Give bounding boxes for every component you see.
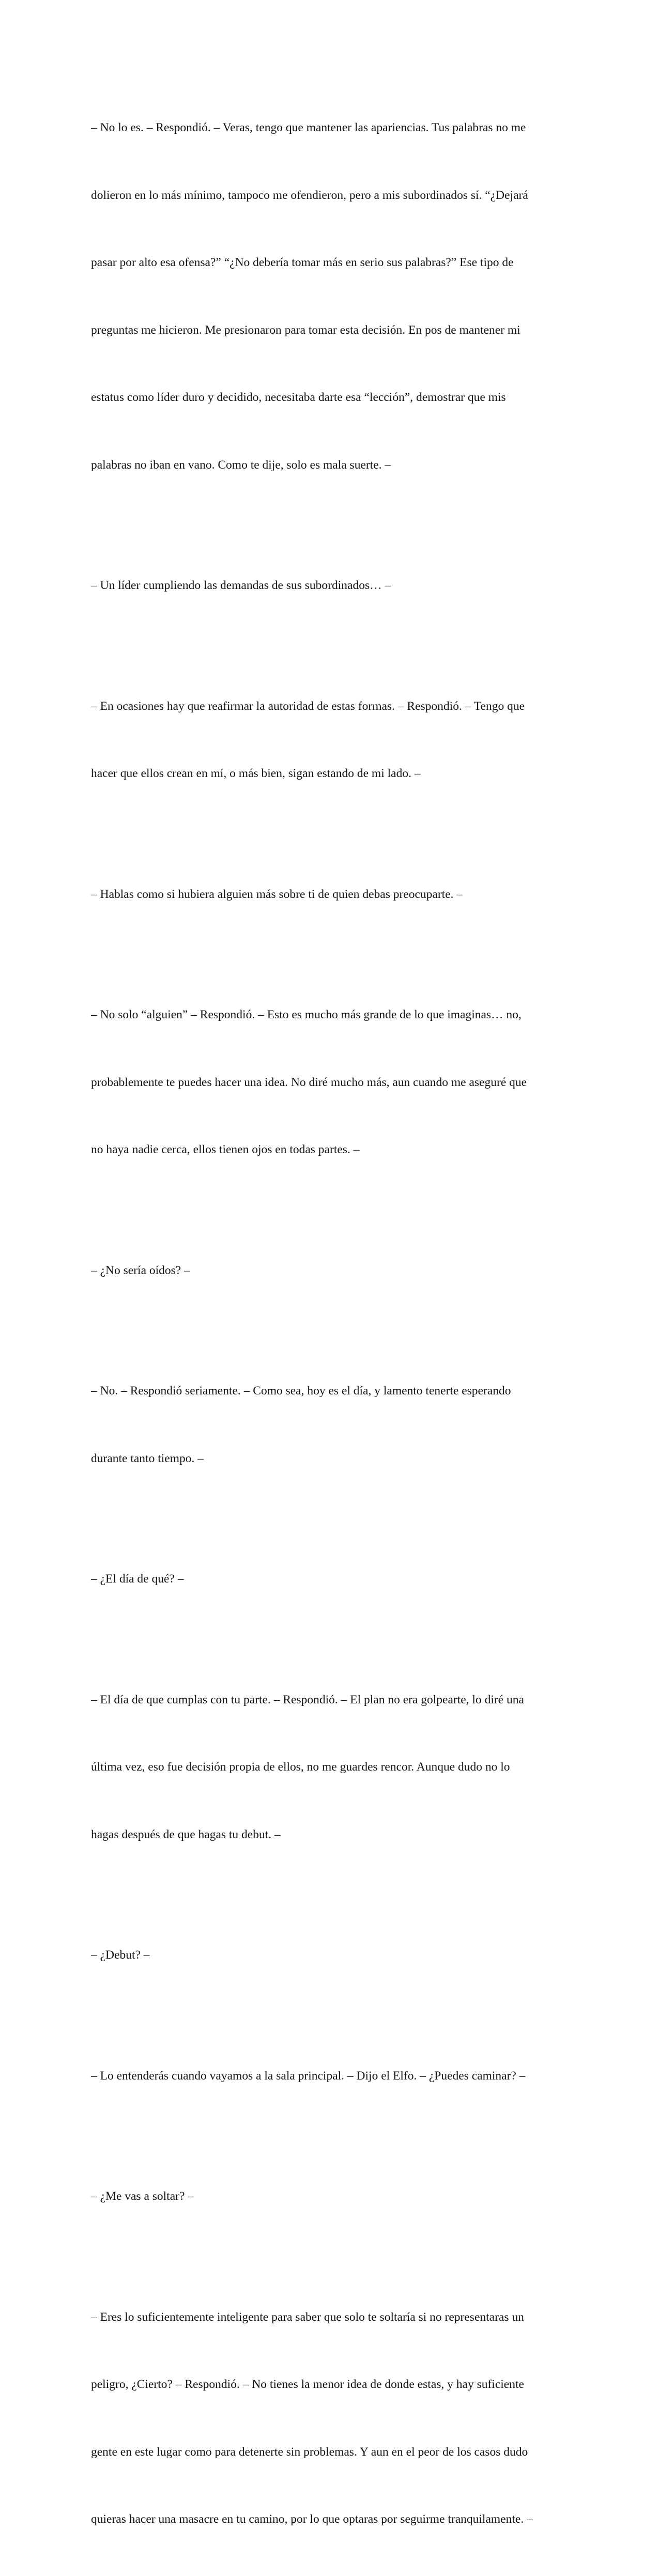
text-line: palabras no iban en vano. Como te dije, solo es mala suerte. –	[91, 458, 391, 472]
text-line: hacer que ellos crean en mí, o más bien, sigan estando de mi lado. –	[91, 767, 421, 780]
text-line: – Eres lo suficientemente inteligente para saber que solo te soltaría si no representaras un	[91, 2310, 524, 2324]
text-line: dolieron en lo más mínimo, tampoco me ofendieron, pero a mis subordinados sí. “¿Dejará	[91, 188, 528, 202]
paragraph	[91, 1215, 566, 1327]
text-line: última vez, eso fue decisión propia de ellos, no me guardes rencor. Aunque dudo no lo	[91, 1760, 510, 1774]
paragraph	[91, 2140, 566, 2253]
paragraph	[91, 1899, 566, 2012]
text-line: probablemente te puedes hacer una idea. No diré mucho más, aun cuando me aseguré que	[91, 1075, 527, 1089]
text-line: – Hablas como si hubiera alguien más sobre ti de quien debas preocuparte. –	[91, 887, 463, 901]
text-line: pasar por alto esa ofensa?” “¿No debería tomar más en serio sus palabras?” Ese tipo de	[91, 256, 514, 269]
text-line: – Lo entenderás cuando vayamos a la sala principal. – Dijo el Elfo. – ¿Puedes caminar? –	[91, 2069, 526, 2083]
paragraph	[91, 1523, 566, 1636]
document-page	[91, 72, 566, 2576]
text-line: – ¿No sería oídos? –	[91, 1263, 190, 1277]
paragraph	[91, 2261, 566, 2576]
text-line: – No lo es. – Respondió. – Veras, tengo que mantener las apariencias. Tus palabras no me	[91, 121, 526, 134]
text-line: peligro, ¿Cierto? – Respondió. – No tienes la menor idea de donde estas, y hay suficiente	[91, 2378, 524, 2391]
text-line: – ¿Me vas a soltar? –	[91, 2190, 194, 2203]
text-line: no haya nadie cerca, ellos tienen ojos en todas partes. –	[91, 1143, 360, 1156]
text-line: estatus como líder duro y decidido, necesitaba darte esa “lección”, demostrar que mis	[91, 391, 506, 404]
text-line: – ¿El día de qué? –	[91, 1572, 184, 1586]
paragraph	[91, 530, 566, 642]
text-line: – No. – Respondió seriamente. – Como sea, hoy es el día, y lamento tenerte esperando	[91, 1384, 511, 1398]
text-line: preguntas me hicieron. Me presionaron para tomar esta decisión. En pos de mantener mi	[91, 323, 520, 337]
paragraph	[91, 72, 566, 521]
text-line: – ¿Debut? –	[91, 1948, 150, 1962]
text-line: durante tanto tiempo. –	[91, 1451, 204, 1465]
text-line: – El día de que cumplas con tu parte. – Respondió. – El plan no era golpearte, lo diré una	[91, 1693, 524, 1706]
text-line: – Un líder cumpliendo las demandas de sus subordinados… –	[91, 579, 391, 592]
paragraph	[91, 650, 566, 830]
text-line: hagas después de que hagas tu debut. –	[91, 1827, 281, 1841]
paragraph	[91, 839, 566, 951]
paragraph	[91, 2020, 566, 2133]
paragraph	[91, 1335, 566, 1515]
paragraph	[91, 959, 566, 1206]
text-line: – En ocasiones hay que reafirmar la autoridad de estas formas. – Respondió. – Tengo que	[91, 699, 525, 713]
text-line: gente en este lugar como para detenerte sin problemas. Y aun en el peor de los casos dudo	[91, 2445, 528, 2459]
text-line: quieras hacer una masacre en tu camino, por lo que optaras por seguirme tranquilamente. –	[91, 2512, 533, 2526]
paragraph	[91, 1644, 566, 1891]
text-line: – No solo “alguien” – Respondió. – Esto es mucho más grande de lo que imaginas… no,	[91, 1008, 522, 1021]
